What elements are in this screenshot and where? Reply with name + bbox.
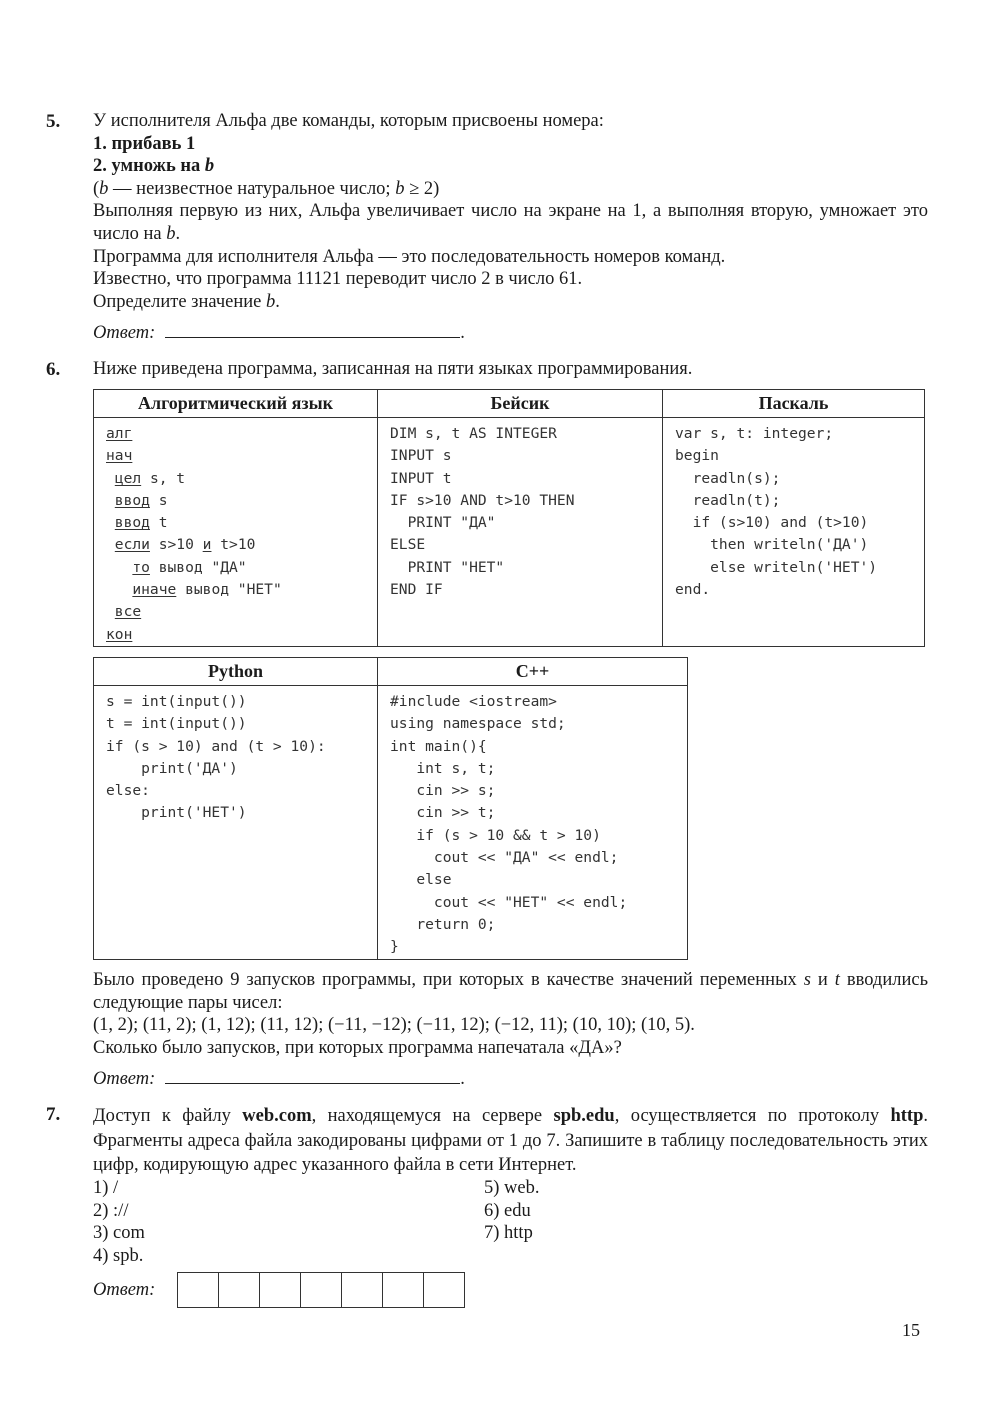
header-python: Python xyxy=(94,658,378,686)
task5-command-1: 1. прибавь 1 xyxy=(93,133,196,154)
cpp-code: #include <iostream> using namespace std; int main(){ int s, t; cin >> s; cin >> t; if (s > 10 && t > 10) cout << "ДА" << endl; else cout << "НЕТ" << endl; return 0; } xyxy=(390,693,628,956)
task6-intro: Ниже приведена программа, записанная на пяти языках программирования. xyxy=(93,359,693,379)
answer-label: Ответ: xyxy=(93,1069,156,1090)
option-3: 3) com xyxy=(93,1223,145,1243)
task6-question: Сколько было запусков, при которых программа напечатала «ДА»? xyxy=(93,1037,622,1058)
answer-cell[interactable] xyxy=(342,1273,383,1307)
answer-field[interactable] xyxy=(165,1067,460,1084)
task6-number: 6. xyxy=(46,359,61,380)
answer-cell[interactable] xyxy=(383,1273,424,1307)
task5-condition: (b — неизвестное натуральное число; b ≥ 2) xyxy=(93,178,440,199)
cpp-code-cell xyxy=(378,686,688,960)
header-pascal: Паскаль xyxy=(663,390,925,418)
task5-intro: У исполнителя Альфа две команды, которым присвоены номера: xyxy=(93,111,604,131)
header-cpp: C++ xyxy=(378,658,688,686)
code-table-bottom xyxy=(93,657,688,960)
task5-known: Известно, что программа 11121 переводит число 2 в число 61. xyxy=(93,269,583,290)
pascal-code-cell xyxy=(663,418,925,647)
answer-cells xyxy=(177,1272,465,1308)
task7-answer-label: Ответ: xyxy=(93,1280,156,1300)
task5-number: 5. xyxy=(46,111,61,132)
pascal-code: var s, t: integer; begin readln(s); readln(t); if (s>10) and (t>10) then writeln('ДА') else writeln('НЕТ') end. xyxy=(675,425,878,599)
code-table-top xyxy=(93,389,925,647)
task6-answer: Ответ: . xyxy=(93,1069,465,1090)
answer-cell[interactable] xyxy=(260,1273,301,1307)
task6-runs: Было проведено 9 запусков программы, при которых в качестве значений переменных s и t вводились следующие пары чисел: xyxy=(93,970,929,1013)
option-7: 7) http xyxy=(484,1223,533,1243)
task6-pairs: (1, 2); (11, 2); (1, 12); (11, 12); (−11, −12); (−11, 12); (−12, 11); (10, 10); (10, 5). xyxy=(93,1015,695,1036)
answer-field[interactable] xyxy=(165,321,460,338)
answer-cell[interactable] xyxy=(424,1273,464,1307)
basic-code-cell xyxy=(378,418,663,647)
task7-options-left xyxy=(93,1177,145,1267)
answer-cell[interactable] xyxy=(178,1273,219,1307)
python-code-cell xyxy=(94,686,378,960)
task5-answer: Ответ: . xyxy=(93,323,465,344)
answer-cell[interactable] xyxy=(219,1273,260,1307)
header-alg: Алгоритмический язык xyxy=(94,390,378,418)
task6-after xyxy=(93,969,928,1091)
task7-number: 7. xyxy=(46,1104,61,1125)
python-code: s = int(input()) t = int(input()) if (s > 10) and (t > 10): print('ДА') else: print('НЕТ') xyxy=(106,693,326,822)
option-6: 6) edu xyxy=(484,1200,531,1221)
option-2: 2) :// xyxy=(93,1200,129,1221)
task7-text: Доступ к файлу web.com, находящемуся на сервере spb.edu, осуществляется по протоколу http. Фрагменты адреса файла закодированы цифрами от 1 до 7. Запишите в таблицу последовательность этих цифр, кодирующую адрес указанного файла в сети Интернет. xyxy=(93,1106,928,1175)
task7-options-right xyxy=(484,1177,539,1245)
option-5: 5) web. xyxy=(484,1178,540,1198)
header-basic: Бейсик xyxy=(378,390,663,418)
task5-program-definition: Программа для исполнителя Альфа — это последовательность номеров команд. xyxy=(93,246,726,267)
option-1: 1) / xyxy=(93,1178,119,1198)
task5-description: Выполняя первую из них, Альфа увеличивает число на экране на 1, а выполняя вторую, умножает это число на b. xyxy=(93,201,928,244)
answer-cell[interactable] xyxy=(301,1273,342,1307)
task5-question: Определите значение b. xyxy=(93,291,280,312)
alg-code: алг нач цел s, t ввод s ввод t если s>10 и t>10 то вывод "ДА" иначе вывод "НЕТ" все кон xyxy=(106,425,282,643)
basic-code: DIM s, t AS INTEGER INPUT s INPUT t IF s>10 AND t>10 THEN PRINT "ДА" ELSE PRINT "НЕТ" END IF xyxy=(390,425,575,599)
alg-code-cell xyxy=(94,418,378,647)
answer-label: Ответ: xyxy=(93,323,156,344)
option-4: 4) spb. xyxy=(93,1245,144,1266)
task5-block xyxy=(93,110,928,345)
task5-command-2: 2. умножь на b xyxy=(93,156,215,177)
page-number: 15 xyxy=(902,1320,920,1340)
